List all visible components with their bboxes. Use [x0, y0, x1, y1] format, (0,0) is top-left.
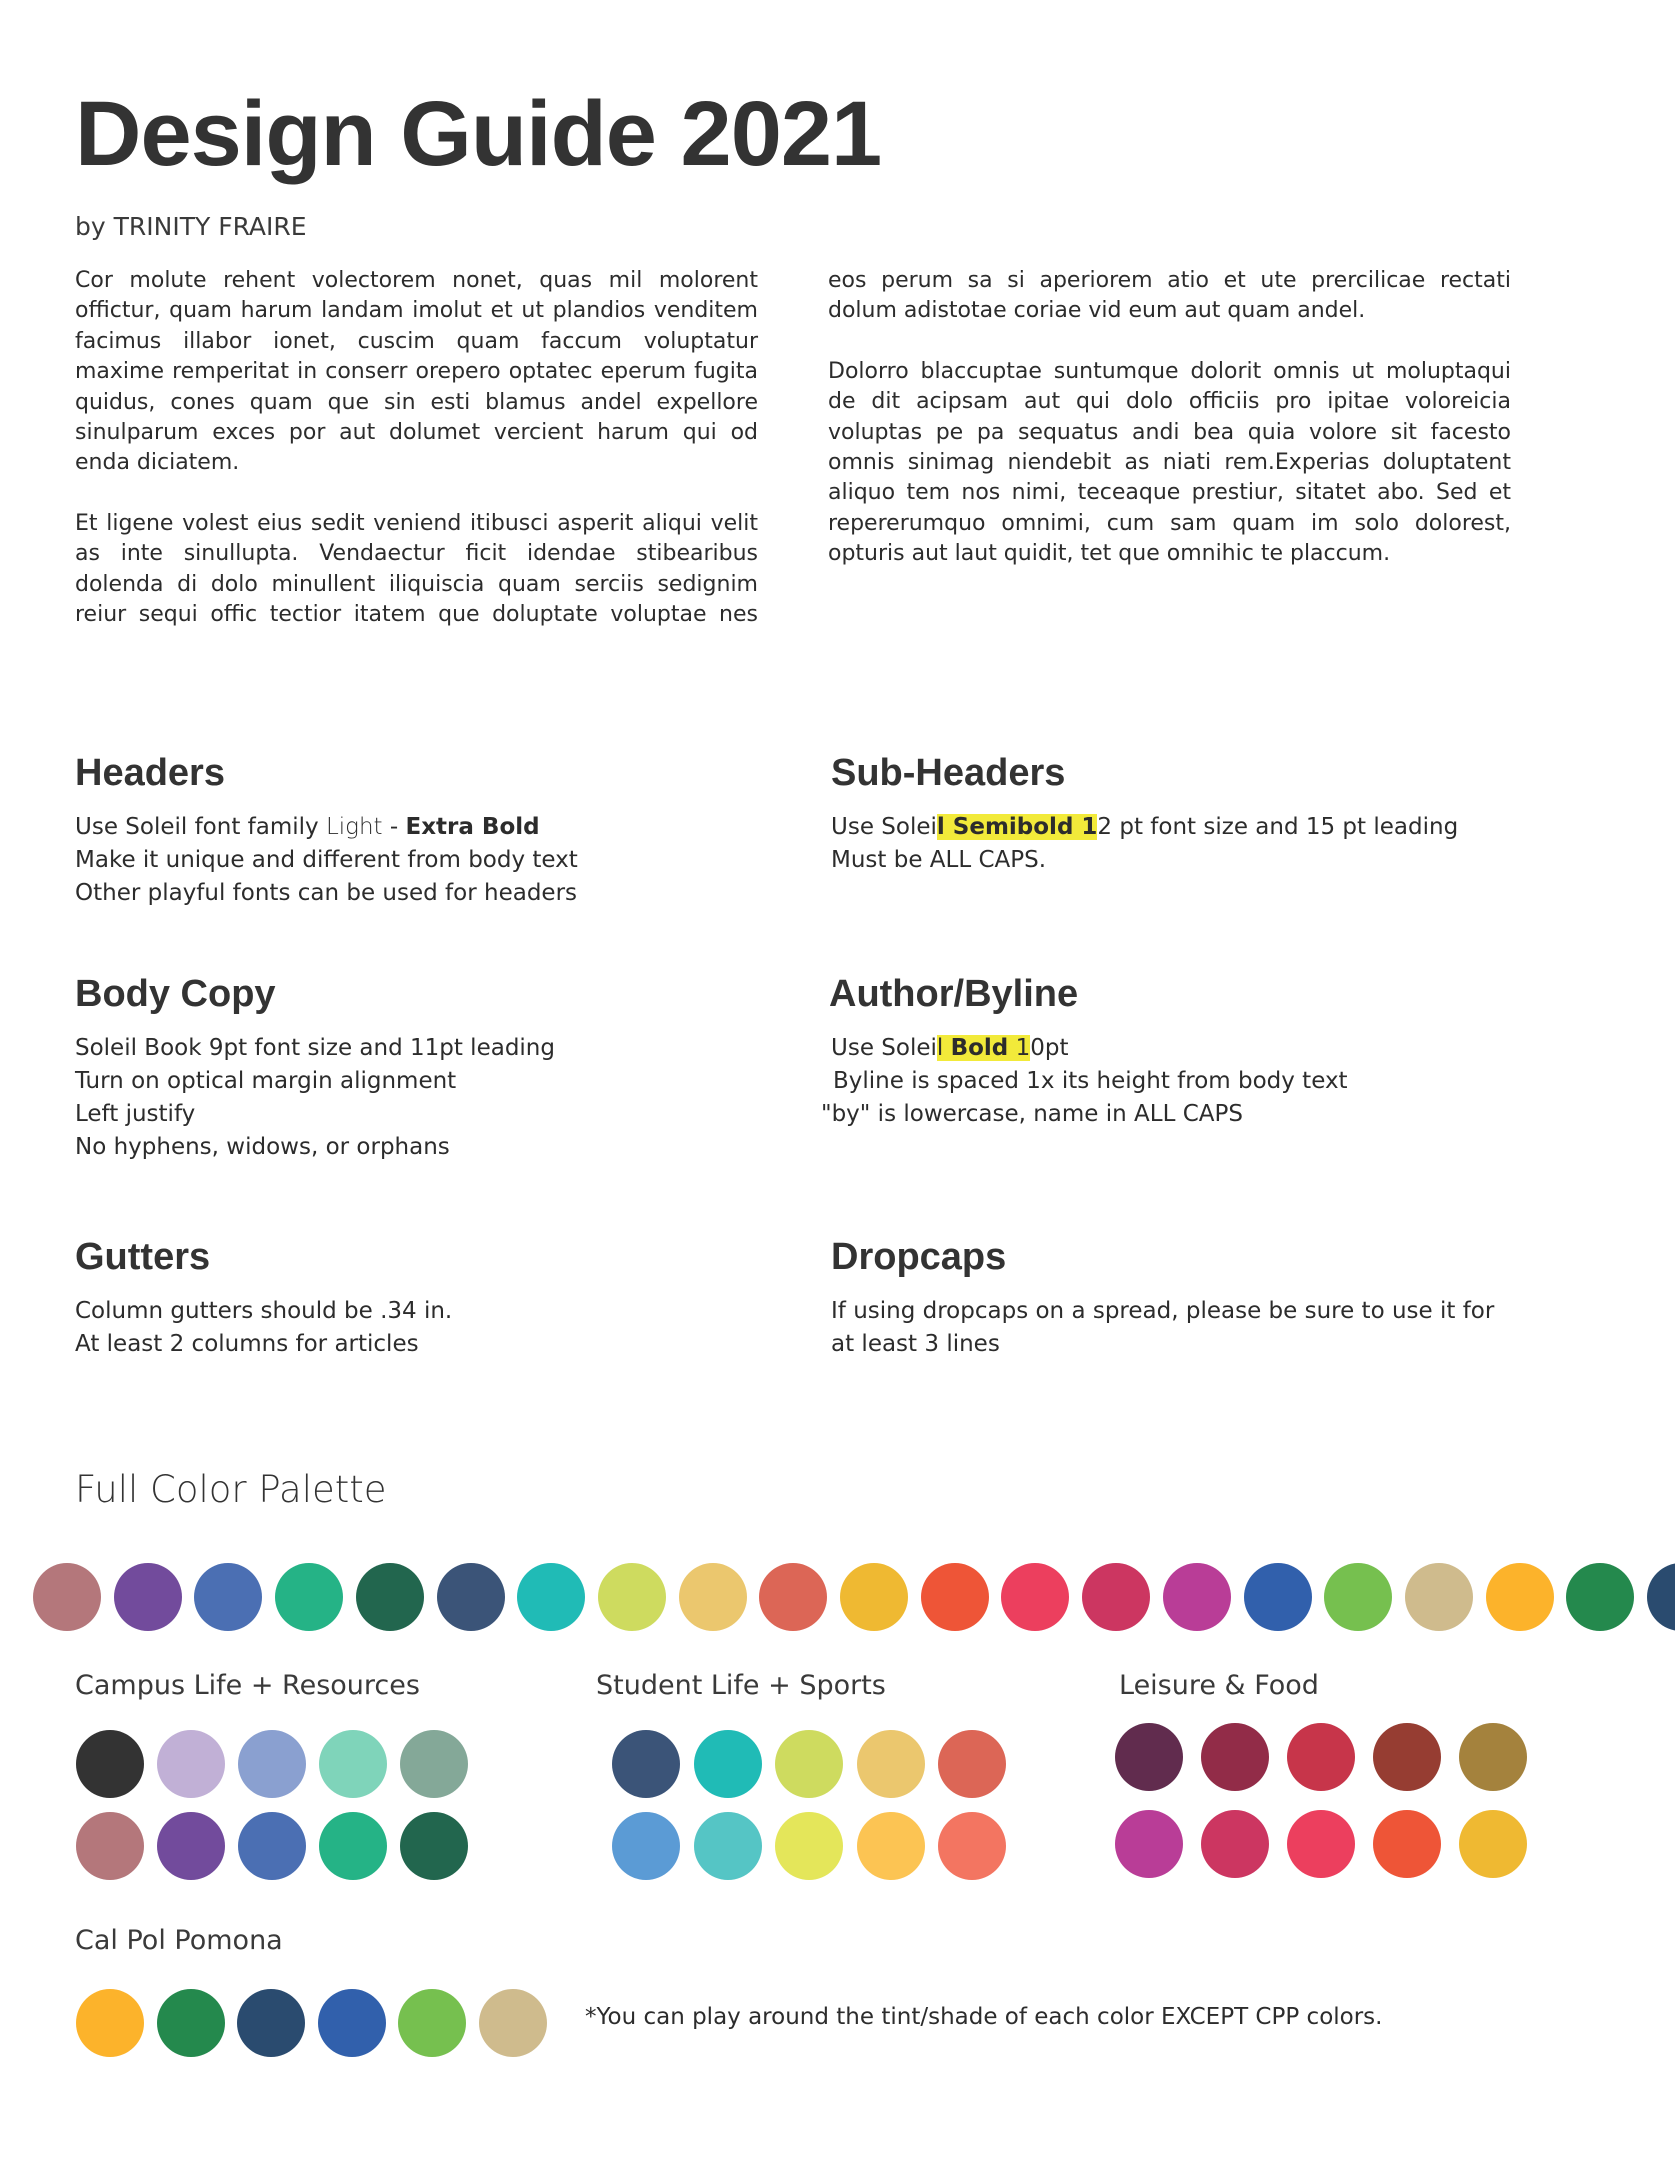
leisure-swatch: [1287, 1810, 1355, 1878]
section-body-author-byline: [821, 1032, 1348, 1131]
campus-swatch: [238, 1730, 306, 1798]
student-swatch: [857, 1812, 925, 1880]
body-line: At least 2 columns for articles: [75, 1331, 419, 1357]
full-palette-swatch: [356, 1563, 424, 1631]
section-body-subheaders: [831, 811, 1458, 877]
campus-swatch: [319, 1812, 387, 1880]
student-swatch: [612, 1730, 680, 1798]
campus-swatch: [238, 1812, 306, 1880]
leisure-swatch: [1115, 1810, 1183, 1878]
campus-swatch: [157, 1812, 225, 1880]
student-swatch: [612, 1812, 680, 1880]
body-line: [831, 1032, 1348, 1065]
cpp-swatch: [157, 1989, 225, 2057]
body-line: Left justify: [75, 1101, 196, 1127]
full-palette-swatch: [1647, 1563, 1675, 1631]
body-line: Byline is spaced 1x its height from body text: [833, 1068, 1348, 1094]
section-title-dropcaps: Dropcaps: [831, 1236, 1007, 1278]
group-title-cpp: Cal Pol Pomona: [75, 1925, 283, 1956]
full-palette-swatch: [598, 1563, 666, 1631]
intro-paragraph: Et ligene volest eius sedit veniend itibusci asperit aliqui velit as inte sinullupta. Vendaectur ficit idendae stibearibus dolenda di dolo minullent iliquiscia quam serciis sedignim reiur sequi offic tectior itatem que doluptate voluptae nes: [75, 510, 758, 628]
cpp-swatch: [237, 1989, 305, 2057]
text-span: -: [382, 814, 406, 840]
student-swatch: [857, 1730, 925, 1798]
page-title: Design Guide 2021: [75, 83, 882, 185]
full-palette-swatch: [517, 1563, 585, 1631]
text-span: Use Solei: [831, 814, 937, 840]
body-line: Other playful fonts can be used for headers: [75, 880, 578, 906]
student-swatch: [938, 1730, 1006, 1798]
full-palette-swatch: [1244, 1563, 1312, 1631]
body-line: Make it unique and different from body text: [75, 847, 578, 873]
full-palette-swatch: [1566, 1563, 1634, 1631]
highlight-span: l Semibold 1: [936, 814, 1098, 840]
full-palette-swatch: [1405, 1563, 1473, 1631]
group-title-leisure: Leisure & Food: [1119, 1670, 1319, 1701]
highlight-span: [937, 1035, 1030, 1061]
full-palette-swatch: [840, 1563, 908, 1631]
body-line: [831, 811, 1458, 844]
cpp-swatch: [318, 1989, 386, 2057]
cpp-swatch: [76, 1989, 144, 2057]
full-palette-swatch: [1163, 1563, 1231, 1631]
intro-paragraph: eos perum sa si aperiorem atio et ute prercilicae rectati dolum adistotae coriae vid eum aut quam andel.: [828, 268, 1511, 324]
section-body-gutters: [75, 1295, 452, 1361]
leisure-swatch: [1287, 1723, 1355, 1791]
section-body-dropcaps: If using dropcaps on a spread, please be sure to use it for at least 3 lines: [831, 1298, 1495, 1357]
section-title-subheaders: Sub-Headers: [831, 752, 1066, 794]
campus-swatch: [76, 1812, 144, 1880]
intro-column-left: [75, 266, 758, 660]
body-line: Soleil Book 9pt font size and 11pt leading: [75, 1035, 555, 1061]
campus-swatch: [76, 1730, 144, 1798]
text-span-bold: Extra Bold: [405, 814, 540, 840]
full-palette-swatch: [33, 1563, 101, 1631]
full-palette-swatch: [194, 1563, 262, 1631]
intro-paragraph: Dolorro blaccuptae suntumque dolorit omnis ut moluptaqui de dit acipsam aut qui dolo officiis pro ipitae voloreicia voluptas pe pa sequatus andi bea quia volore sit facesto omnis sinimag niendebit as niati rem.Experias doluptatent aliquo tem nos nimi, teceaque prestiur, sitatet abo. Sed et repererumquo omnimi, cum sam quam im solo dolorest, opturis aut laut quidit, tet que omnihic te placcum.: [828, 358, 1511, 567]
intro-column-right: [828, 266, 1511, 600]
full-palette-swatch: [1001, 1563, 1069, 1631]
leisure-swatch: [1201, 1810, 1269, 1878]
cpp-swatch: [479, 1989, 547, 2057]
cpp-swatch: [398, 1989, 466, 2057]
text-span: Use Soleil font family: [75, 814, 326, 840]
student-swatch: [775, 1730, 843, 1798]
section-title-body-copy: Body Copy: [75, 973, 276, 1015]
campus-swatch: [157, 1730, 225, 1798]
text-span-bold: Bold: [950, 1035, 1009, 1061]
leisure-swatch: [1459, 1810, 1527, 1878]
student-swatch: [694, 1730, 762, 1798]
group-title-campus: Campus Life + Resources: [75, 1670, 420, 1701]
campus-swatch: [400, 1812, 468, 1880]
text-span: 1: [1008, 1035, 1031, 1061]
full-palette-swatch: [114, 1563, 182, 1631]
body-line: Must be ALL CAPS.: [831, 847, 1047, 873]
full-palette-swatch: [679, 1563, 747, 1631]
leisure-swatch: [1373, 1723, 1441, 1791]
full-palette-swatch: [437, 1563, 505, 1631]
leisure-swatch: [1201, 1723, 1269, 1791]
section-title-gutters: Gutters: [75, 1236, 211, 1278]
student-swatch: [775, 1812, 843, 1880]
campus-swatch: [319, 1730, 387, 1798]
body-line: Turn on optical margin alignment: [75, 1068, 457, 1094]
full-palette-swatch: [1486, 1563, 1554, 1631]
section-title-headers: Headers: [75, 752, 225, 794]
full-palette-swatch: [759, 1563, 827, 1631]
body-line: "by" is lowercase, name in ALL CAPS: [821, 1101, 1243, 1127]
group-title-student: Student Life + Sports: [596, 1670, 886, 1701]
palette-note: *You can play around the tint/shade of each color EXCEPT CPP colors.: [585, 2004, 1383, 2030]
campus-swatch: [400, 1730, 468, 1798]
text-span: 0pt: [1030, 1035, 1069, 1061]
leisure-swatch: [1459, 1723, 1527, 1791]
student-swatch: [694, 1812, 762, 1880]
leisure-swatch: [1115, 1723, 1183, 1791]
text-span: Use Solei: [831, 1035, 937, 1061]
leisure-swatch: [1373, 1810, 1441, 1878]
full-palette-swatch: [921, 1563, 989, 1631]
text-span-light: Light: [325, 814, 383, 840]
body-line: [75, 811, 578, 844]
full-palette-swatch: [275, 1563, 343, 1631]
full-palette-swatch: [1324, 1563, 1392, 1631]
palette-title: Full Color Palette: [75, 1468, 387, 1511]
section-body-headers: [75, 811, 578, 910]
intro-paragraph: Cor molute rehent volectorem nonet, quas mil molorent offictur, quam harum landam imolut et ut plandios venditem facimus illabor ionet, cuscim quam faccum voluptatur maxime remperitat in conserr orepero optatec eperum fugita quidus, cones quam que sin esti blamus andel expellore sinulparum exces por aut dolumet vercient harum qui od enda diciatem.: [75, 268, 758, 476]
body-line: Column gutters should be .34 in.: [75, 1298, 453, 1324]
body-line: No hyphens, widows, or orphans: [75, 1134, 450, 1160]
section-title-author-byline: Author/Byline: [829, 973, 1079, 1015]
section-body-body-copy: [75, 1032, 555, 1164]
text-span: l: [936, 1035, 951, 1061]
full-palette-swatch: [1082, 1563, 1150, 1631]
byline: by TRINITY FRAIRE: [75, 212, 307, 241]
text-span: 2 pt font size and 15 pt leading: [1097, 814, 1459, 840]
student-swatch: [938, 1812, 1006, 1880]
